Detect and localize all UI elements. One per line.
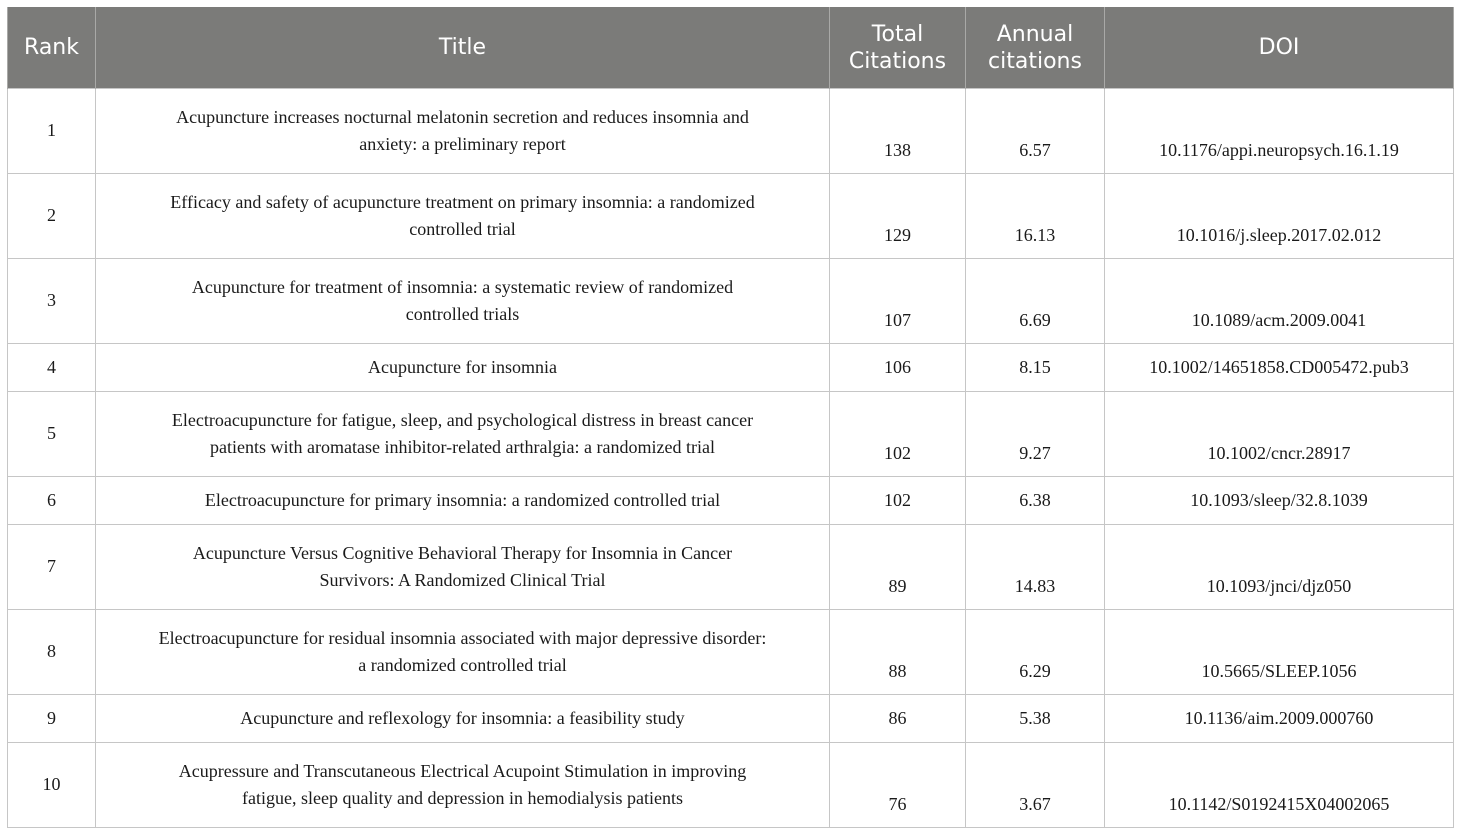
annual-citations-value: 5.38 (1019, 708, 1051, 728)
doi-value: 10.1142/S0192415X04002065 (1168, 794, 1390, 814)
rank-cell (8, 695, 96, 743)
doi-value: 10.1002/cncr.28917 (1207, 443, 1351, 463)
rank-cell (8, 525, 96, 610)
table-row (8, 89, 1454, 174)
table-row (8, 174, 1454, 259)
title-cell (96, 89, 830, 174)
title-line-2: anxiety: a preliminary report (359, 134, 566, 154)
annual-citations-cell (966, 89, 1105, 174)
rank-value: 1 (47, 120, 56, 140)
rank-cell (8, 89, 96, 174)
title-line-1: Efficacy and safety of acupuncture treatment on primary insomnia: a randomized (170, 192, 755, 212)
rank-cell (8, 344, 96, 392)
total-citations-value: 102 (884, 490, 911, 510)
title-cell (96, 525, 830, 610)
title-line-1: Electroacupuncture for primary insomnia: a randomized controlled trial (204, 490, 721, 510)
title-line-2: controlled trial (409, 219, 516, 239)
header-title: Title (96, 7, 830, 89)
doi-value: 10.1002/14651858.CD005472.pub3 (1149, 357, 1409, 377)
total-citations-value: 106 (884, 357, 911, 377)
rank-value: 4 (47, 357, 56, 377)
total-citations-value: 88 (888, 661, 907, 681)
title-cell (96, 610, 830, 695)
header-annual-citations: Annual citations (966, 7, 1105, 89)
doi-value: 10.1136/aim.2009.000760 (1184, 708, 1374, 728)
rank-value: 2 (47, 205, 56, 225)
table-row (8, 259, 1454, 344)
total-citations-value: 89 (888, 576, 907, 596)
title-line-1: Electroacupuncture for fatigue, sleep, and psychological distress in breast cancer (171, 410, 754, 430)
title-line-2: patients with aromatase inhibitor-related arthralgia: a randomized trial (210, 437, 715, 457)
total-citations-cell (830, 525, 966, 610)
doi-value: 10.1089/acm.2009.0041 (1191, 310, 1367, 330)
annual-citations-value: 3.67 (1019, 794, 1051, 814)
doi-cell (1105, 477, 1454, 525)
title-cell (96, 477, 830, 525)
title-cell (96, 174, 830, 259)
table-row (8, 525, 1454, 610)
rank-cell (8, 743, 96, 828)
title-line-1: Electroacupuncture for residual insomnia associated with major depressive disorder: (158, 628, 767, 648)
total-citations-cell (830, 174, 966, 259)
rank-cell (8, 392, 96, 477)
rank-cell (8, 610, 96, 695)
doi-value: 10.1016/j.sleep.2017.02.012 (1176, 225, 1382, 245)
annual-citations-cell (966, 477, 1105, 525)
table-row (8, 477, 1454, 525)
annual-citations-value: 6.38 (1019, 490, 1051, 510)
annual-citations-value: 16.13 (1014, 225, 1056, 245)
header-row (8, 7, 1454, 89)
rank-value: 6 (47, 490, 56, 510)
title-line-1: Acupressure and Transcutaneous Electrical Acupoint Stimulation in improving (178, 761, 747, 781)
total-citations-value: 107 (884, 310, 911, 330)
rank-cell (8, 174, 96, 259)
doi-cell (1105, 344, 1454, 392)
title-cell (96, 392, 830, 477)
annual-citations-value: 6.69 (1019, 310, 1051, 330)
total-citations-value: 129 (884, 225, 911, 245)
total-citations-cell (830, 344, 966, 392)
doi-cell (1105, 525, 1454, 610)
total-citations-cell (830, 259, 966, 344)
total-citations-value: 86 (888, 708, 907, 728)
doi-cell (1105, 695, 1454, 743)
table-row (8, 610, 1454, 695)
total-citations-cell (830, 610, 966, 695)
title-line-1: Acupuncture Versus Cognitive Behavioral Therapy for Insomnia in Cancer (192, 543, 733, 563)
title-line-1: Acupuncture for treatment of insomnia: a systematic review of randomized (191, 277, 734, 297)
table-row (8, 344, 1454, 392)
total-citations-value: 102 (884, 443, 911, 463)
rank-value: 5 (47, 423, 56, 443)
doi-value: 10.5665/SLEEP.1056 (1201, 661, 1357, 681)
rank-value: 7 (47, 556, 56, 576)
table-header (8, 7, 1454, 89)
annual-citations-cell (966, 259, 1105, 344)
rank-value: 9 (47, 708, 56, 728)
rank-value: 3 (47, 290, 56, 310)
title-line-2: controlled trials (405, 304, 520, 324)
total-citations-cell (830, 477, 966, 525)
title-line-1: Acupuncture increases nocturnal melatonin secretion and reduces insomnia and (176, 107, 749, 127)
top-cited-articles-table (7, 7, 1454, 828)
title-cell (96, 743, 830, 828)
annual-citations-value: 14.83 (1014, 576, 1056, 596)
annual-citations-value: 9.27 (1019, 443, 1051, 463)
title-cell (96, 695, 830, 743)
annual-citations-cell (966, 174, 1105, 259)
doi-cell (1105, 89, 1454, 174)
title-line-1: Acupuncture and reflexology for insomnia: a feasibility study (240, 708, 685, 728)
annual-citations-value: 8.15 (1019, 357, 1051, 377)
total-citations-cell (830, 695, 966, 743)
title-line-2: Survivors: A Randomized Clinical Trial (319, 570, 606, 590)
rank-value: 10 (42, 774, 61, 794)
header-doi: DOI (1105, 7, 1454, 89)
total-citations-cell (830, 392, 966, 477)
title-line-2: fatigue, sleep quality and depression in hemodialysis patients (242, 788, 683, 808)
doi-cell (1105, 743, 1454, 828)
doi-value: 10.1093/jnci/djz050 (1206, 576, 1352, 596)
total-citations-cell (830, 89, 966, 174)
total-citations-cell (830, 743, 966, 828)
annual-citations-value: 6.57 (1019, 140, 1051, 160)
table-row (8, 743, 1454, 828)
annual-citations-cell (966, 392, 1105, 477)
rank-cell (8, 259, 96, 344)
annual-citations-value: 6.29 (1019, 661, 1051, 681)
title-line-1: Acupuncture for insomnia (368, 357, 557, 377)
title-cell (96, 259, 830, 344)
rank-value: 8 (47, 641, 56, 661)
doi-value: 10.1093/sleep/32.8.1039 (1190, 490, 1368, 510)
total-citations-value: 138 (884, 140, 911, 160)
annual-citations-cell (966, 525, 1105, 610)
doi-cell (1105, 392, 1454, 477)
table-body (8, 89, 1454, 828)
header-total-citations: Total Citations (830, 7, 966, 89)
rank-cell (8, 477, 96, 525)
doi-cell (1105, 610, 1454, 695)
annual-citations-cell (966, 610, 1105, 695)
annual-citations-cell (966, 695, 1105, 743)
header-rank: Rank (8, 7, 96, 89)
annual-citations-cell (966, 743, 1105, 828)
title-cell (96, 344, 830, 392)
doi-cell (1105, 174, 1454, 259)
title-line-2: a randomized controlled trial (358, 655, 567, 675)
table-row (8, 695, 1454, 743)
table-row (8, 392, 1454, 477)
annual-citations-cell (966, 344, 1105, 392)
doi-cell (1105, 259, 1454, 344)
doi-value: 10.1176/appi.neuropsych.16.1.19 (1159, 140, 1399, 160)
total-citations-value: 76 (888, 794, 907, 814)
citations-table-container (7, 7, 1453, 828)
